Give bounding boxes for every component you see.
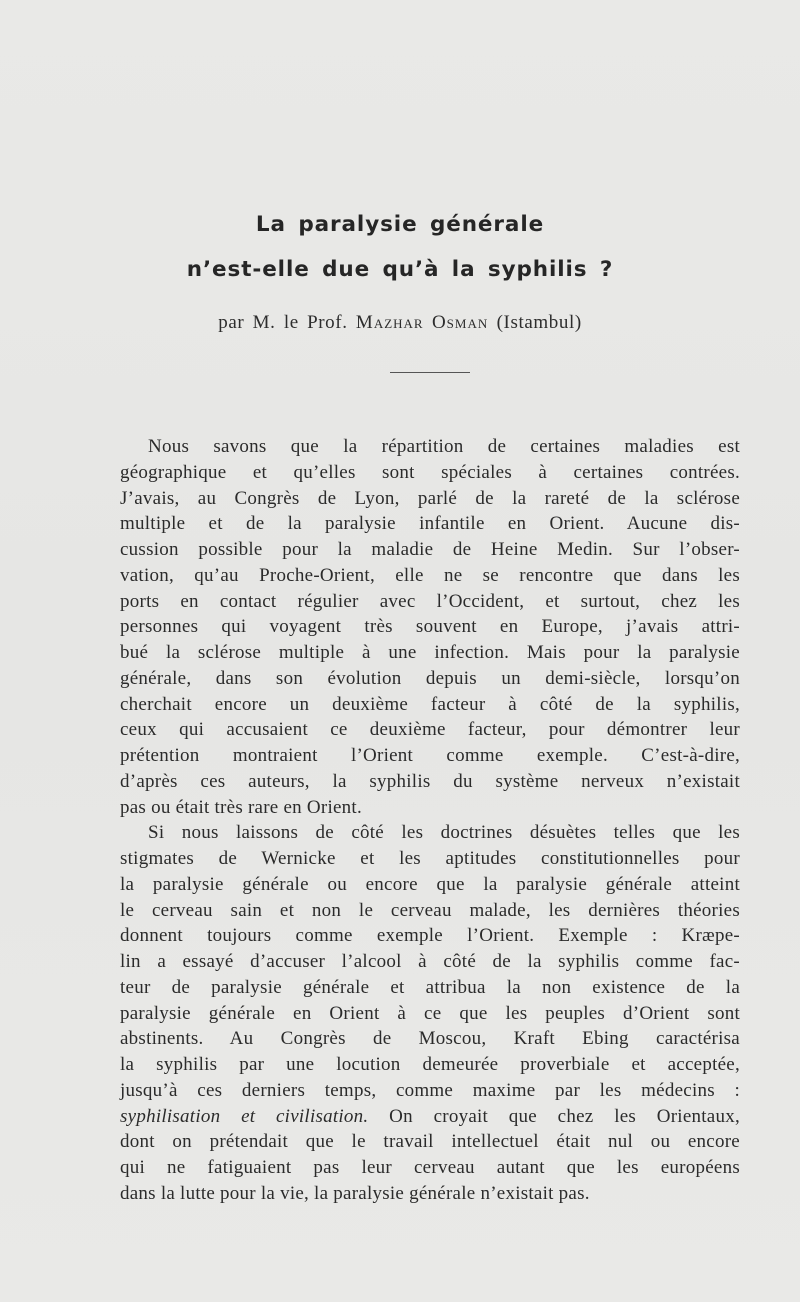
text-line: prétention montraient l’Orient comme exemple. C’est-à-dire,: [120, 745, 740, 766]
paragraph-1: [120, 434, 740, 820]
text-line: abstinents. Au Congrès de Moscou, Kraft Ebing caractérisa: [120, 1028, 740, 1050]
text-line: lin a essayé d’accuser l’alcool à côté de la syphilis comme fac-: [120, 951, 740, 972]
text-line: ceux qui accusaient ce deuxième facteur, pour démontrer leur: [120, 719, 740, 741]
italic-phrase: syphilisation et civilisation.: [120, 1105, 369, 1127]
text-line: dans la lutte pour la vie, la paralysie générale n’existait pas.: [120, 1182, 590, 1204]
text-line: géographique et qu’elles sont spéciales à certaines contrées.: [120, 461, 740, 483]
text-line: pas ou était très rare en Orient.: [120, 796, 362, 818]
text-line: personnes qui voyagent très souvent en Europe, j’avais attri-: [120, 616, 740, 638]
byline-prefix: par M. le Prof.: [218, 312, 348, 333]
text-line: ports en contact régulier avec l’Occident, et surtout, chez les: [120, 590, 740, 612]
author-location: (Istambul): [496, 312, 582, 333]
text-line: multiple et de la paralysie infantile en Orient. Aucune dis-: [120, 513, 740, 535]
text-line: Nous savons que la répartition de certaines maladies est: [148, 436, 740, 457]
text-line: dont on prétendait que le travail intellectuel était nul ou encore: [120, 1131, 740, 1153]
text-line: teur de paralysie générale et attribua la non existence de la: [120, 976, 740, 998]
text-line: bué la sclérose multiple à une infection. Mais pour la paralysie: [120, 642, 740, 663]
text-line: Si nous laissons de côté les doctrines désuètes telles que les: [148, 822, 740, 844]
paragraph-2: [120, 820, 740, 1206]
text-line: cussion possible pour la maladie de Heine Medin. Sur l’obser-: [120, 539, 740, 560]
text-line: stigmates de Wernicke et les aptitudes constitutionnelles pour: [120, 848, 740, 869]
text-line: paralysie générale en Orient à ce que les peuples d’Orient sont: [120, 1002, 740, 1024]
text-line: jusqu’à ces derniers temps, comme maxime par les médecins :: [120, 1079, 740, 1101]
article-body: [120, 434, 740, 1207]
article-byline: [0, 312, 800, 334]
text-line: la syphilis par une locution demeurée proverbiale et acceptée,: [120, 1054, 740, 1075]
text-line: vation, qu’au Proche-Orient, elle ne se rencontre que dans les: [120, 564, 740, 586]
text-line: cherchait encore un deuxième facteur à côté de la syphilis,: [120, 693, 740, 715]
text-line: qui ne fatiguaient pas leur cerveau autant que les européens: [120, 1157, 740, 1178]
article-title-line-2: n’est-elle due qu’à la syphilis ?: [186, 257, 614, 282]
text-line: d’après ces auteurs, la syphilis du système nerveux n’existait: [120, 770, 740, 792]
text-line: la paralysie générale ou encore que la paralysie générale atteint: [120, 873, 740, 895]
title-divider: [390, 372, 470, 373]
author-last-name: Osman: [431, 312, 489, 333]
text-line: J’avais, au Congrès de Lyon, parlé de la rareté de la sclérose: [120, 487, 740, 509]
article-title-line-1: La paralysie générale: [255, 212, 545, 237]
text-line: donnent toujours comme exemple l’Orient. Exemple : Kræpe-: [120, 925, 740, 947]
text-fragment: On croyait que chez les Orientaux,: [368, 1105, 740, 1127]
text-line: le cerveau sain et non le cerveau malade, les dernières théories: [120, 899, 740, 921]
text-line: [120, 1104, 740, 1130]
author-first-name: Mazhar: [355, 312, 424, 333]
text-line: générale, dans son évolution depuis un demi-siècle, lorsqu’on: [120, 667, 740, 689]
